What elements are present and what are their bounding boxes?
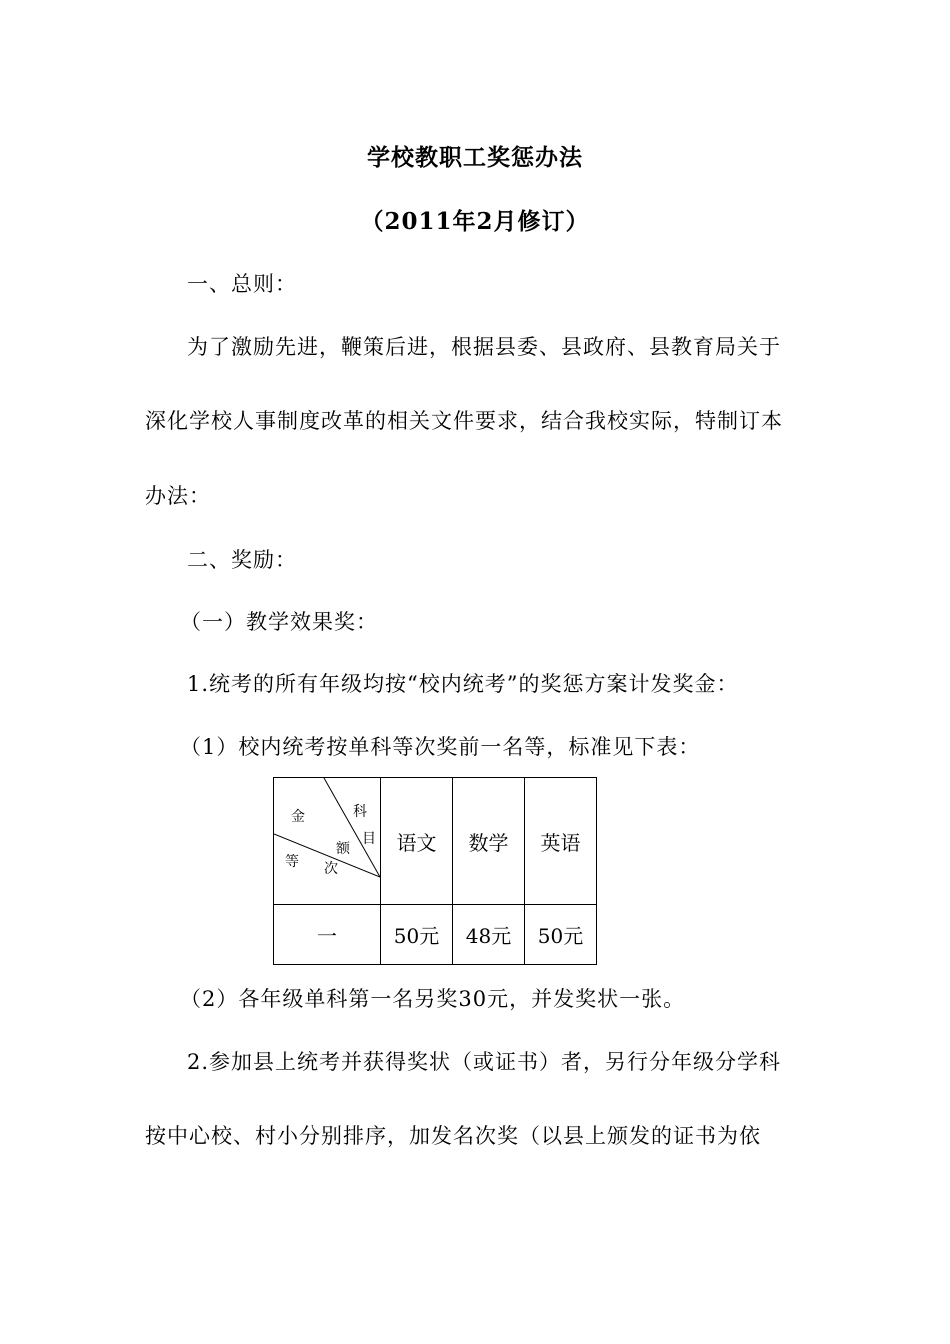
paragraph-line: 办法： [145,484,211,508]
table-cell-rank: 一 [274,905,381,965]
section-heading-rewards: 二、奖励： [187,548,297,572]
table-header-row [274,778,597,905]
table-cell: 48元 [453,905,525,965]
corner-label: 次 [324,861,338,877]
column-header: 语文 [381,778,453,905]
document-subtitle: （2011年2月修订） [360,208,590,235]
table-corner-cell [274,778,381,905]
paragraph-line: 按中心校、村小分别排序，加发名次奖（以县上颁发的证书为依 [145,1124,761,1148]
list-item: （1）校内统考按单科等次奖前一名等，标准见下表： [180,735,701,759]
table-row [274,905,597,965]
list-item: 2.参加县上统考并获得奖状（或证书）者，另行分年级分学科 [187,1050,782,1074]
corner-label: 等 [285,854,299,870]
award-table [273,777,597,965]
paragraph-line: 为了激励先进，鞭策后进，根据县委、县政府、县教育局关于 [187,335,781,359]
column-header: 数学 [453,778,525,905]
corner-label: 金 [291,809,305,825]
list-item: 1.统考的所有年级均按“校内统考”的奖惩方案计发奖金： [187,672,739,696]
column-header: 英语 [525,778,597,905]
paragraph-line: 深化学校人事制度改革的相关文件要求，结合我校实际，特制订本 [145,409,783,433]
table-cell: 50元 [381,905,453,965]
corner-label: 目 [362,831,376,847]
document-title: 学校教职工奖惩办法 [367,144,583,171]
subsection-heading: （一）教学效果奖： [180,610,378,634]
table-cell: 50元 [525,905,597,965]
section-heading-general: 一、总则： [187,272,297,296]
list-item: （2）各年级单科第一名另奖30元，并发奖状一张。 [180,987,686,1011]
corner-label: 科 [353,804,367,820]
corner-label: 额 [336,841,350,857]
